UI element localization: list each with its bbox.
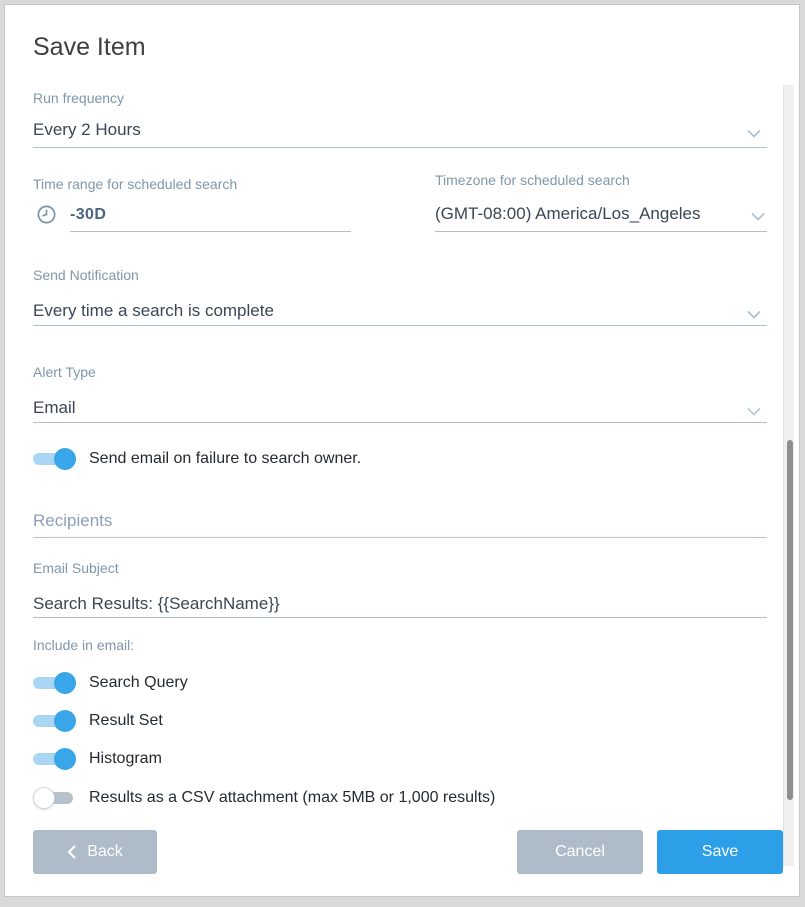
run-frequency-value: Every 2 Hours (33, 120, 141, 139)
email-subject-underline (33, 617, 767, 618)
recipients-heading: Recipients (33, 511, 113, 530)
send-notification-select[interactable] (33, 301, 767, 321)
timezone-underline (435, 231, 767, 232)
back-button[interactable] (33, 830, 157, 874)
time-range-underline (70, 231, 351, 232)
search-query-label: Search Query (89, 674, 188, 691)
alert-type-value: Email (33, 398, 76, 417)
email-on-failure-row (33, 447, 361, 471)
email-on-failure-toggle[interactable] (33, 447, 76, 471)
save-button[interactable] (657, 830, 783, 874)
email-subject-label: Email Subject (33, 560, 119, 576)
chevron-down-icon (747, 403, 761, 421)
alert-type-underline (33, 422, 767, 423)
toggle-knob (54, 448, 76, 470)
timezone-label: Timezone for scheduled search (435, 172, 630, 188)
alert-type-label: Alert Type (33, 364, 96, 380)
save-button-label: Save (701, 843, 739, 860)
scrollbar-thumb[interactable] (787, 440, 793, 800)
send-notification-underline (33, 325, 767, 326)
run-frequency-underline (33, 147, 767, 148)
include-option-row (33, 747, 162, 771)
include-option-row (33, 671, 188, 695)
toggle-knob (54, 748, 76, 770)
histogram-toggle[interactable] (33, 747, 76, 771)
run-frequency-select[interactable] (33, 120, 767, 140)
timezone-select[interactable] (435, 204, 767, 224)
time-range-input[interactable]: -30D (70, 206, 107, 223)
chevron-down-icon (751, 208, 765, 226)
chevron-down-icon (747, 125, 761, 143)
send-notification-value: Every time a search is complete (33, 301, 274, 320)
email-subject-input[interactable]: Search Results: {{SearchName}} (33, 594, 280, 613)
clock-icon (37, 205, 56, 229)
csv-attachment-label: Results as a CSV attachment (max 5MB or 1,000 results) (89, 789, 496, 806)
toggle-knob (54, 710, 76, 732)
back-button-label: Back (87, 843, 123, 860)
alert-type-select[interactable] (33, 398, 767, 418)
save-item-panel (4, 4, 800, 897)
time-range-label: Time range for scheduled search (33, 176, 238, 192)
include-in-email-label: Include in email: (33, 637, 135, 653)
chevron-left-icon (67, 844, 77, 860)
result-set-label: Result Set (89, 712, 163, 729)
chevron-down-icon (747, 306, 761, 324)
page-title: Save Item (33, 33, 146, 61)
include-option-row (33, 709, 163, 733)
csv-attachment-toggle[interactable] (33, 786, 76, 810)
run-frequency-label: Run frequency (33, 90, 125, 106)
email-on-failure-label: Send email on failure to search owner. (89, 450, 362, 467)
histogram-label: Histogram (89, 750, 162, 767)
cancel-button-label: Cancel (555, 843, 605, 860)
search-query-toggle[interactable] (33, 671, 76, 695)
scrollbar-track[interactable] (783, 85, 794, 866)
include-option-row (33, 786, 495, 810)
recipients-divider (33, 537, 767, 538)
timezone-value: (GMT-08:00) America/Los_Angeles (435, 204, 701, 223)
send-notification-label: Send Notification (33, 267, 139, 283)
result-set-toggle[interactable] (33, 709, 76, 733)
cancel-button[interactable] (517, 830, 643, 874)
toggle-knob (33, 787, 55, 809)
toggle-knob (54, 672, 76, 694)
